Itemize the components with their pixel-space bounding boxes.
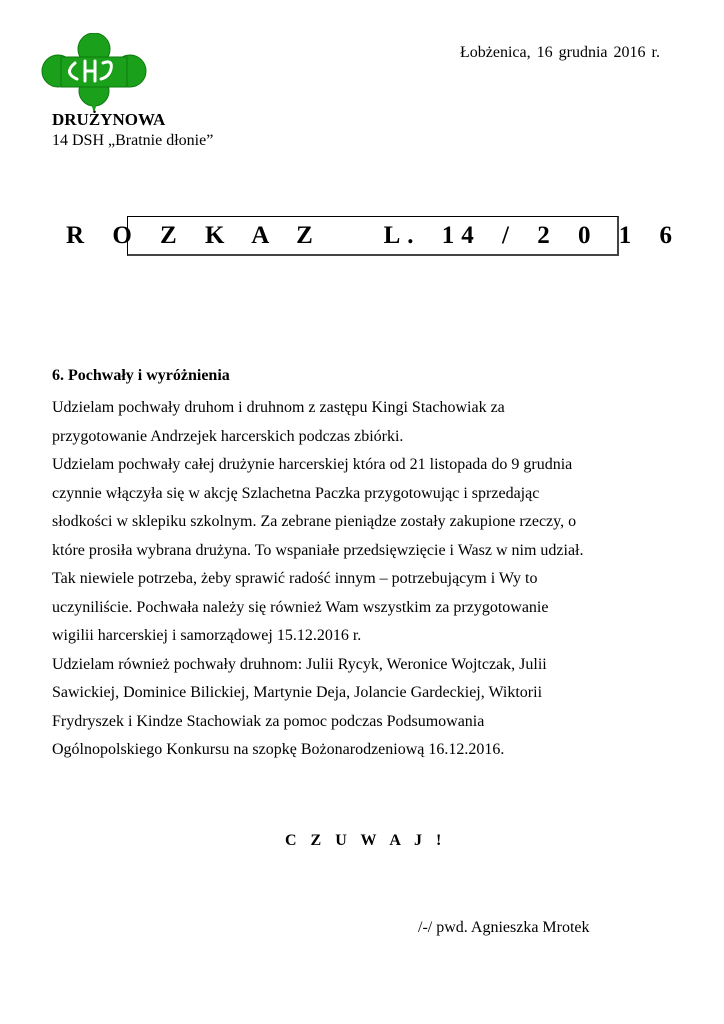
body-line: Sawickiej, Dominice Bilickiej, Martynie Deja, Jolancie Gardeckiej, Wiktorii — [52, 684, 543, 701]
order-title-box — [66, 216, 679, 256]
body-line: Udzielam również pochwały druhnom: Julii Rycyk, Weronice Wojtczak, Julii — [52, 655, 547, 673]
unit-name: 14 DSH „Bratnie dłonie” — [52, 132, 214, 149]
section-heading: 6. Pochwały i wyróżnienia — [52, 367, 230, 384]
body-line: uczyniliście. Pochwała należy się również Wam wszystkim za przygotowanie — [52, 598, 549, 616]
order-title: R O Z K A Z L. 14 / 2 0 1 6 — [66, 221, 679, 249]
body-line: które prosiła wybrana drużyna. To wspaniałe przedsięwzięcie i Wasz w nim udział. — [52, 541, 584, 559]
body-line: przygotowanie Andrzejek harcerskich podczas zbiórki. — [52, 427, 404, 445]
closing-motto: C Z U W A J ! — [285, 832, 447, 849]
section-body — [52, 394, 652, 765]
body-line: czynnie włączyła się w akcję Szlachetna Paczka przygotowując i sprzedając — [52, 484, 540, 502]
scout-cross-logo-icon — [41, 33, 147, 117]
signature: /-/ pwd. Agnieszka Mrotek — [418, 919, 590, 936]
body-line: Ogólnopolskiego Konkursu na szopkę Bożonarodzeniową 16.12.2016. — [52, 741, 505, 758]
body-line: wigilii harcerskiej i samorządowej 15.12.2016 r. — [52, 627, 362, 644]
place-and-date: Łobżenica, 16 grudnia 2016 r. — [460, 44, 660, 61]
body-line: Udzielam pochwały druhom i druhnom z zastępu Kingi Stachowiak za — [52, 399, 505, 416]
body-line: Frydryszek i Kindze Stachowiak za pomoc podczas Podsumowania — [52, 712, 485, 730]
body-line: słodkości w sklepiku szkolnym. Za zebrane pieniądze zostały zakupione rzeczy, o — [52, 513, 577, 530]
body-line: Tak niewiele potrzeba, żeby sprawić radość innym – potrzebującym i Wy to — [52, 570, 538, 587]
body-line: Udzielam pochwały całej drużynie harcerskiej która od 21 listopada do 9 grudnia — [52, 456, 573, 473]
unit-role-heading: DRUŻYNOWA — [52, 110, 166, 129]
